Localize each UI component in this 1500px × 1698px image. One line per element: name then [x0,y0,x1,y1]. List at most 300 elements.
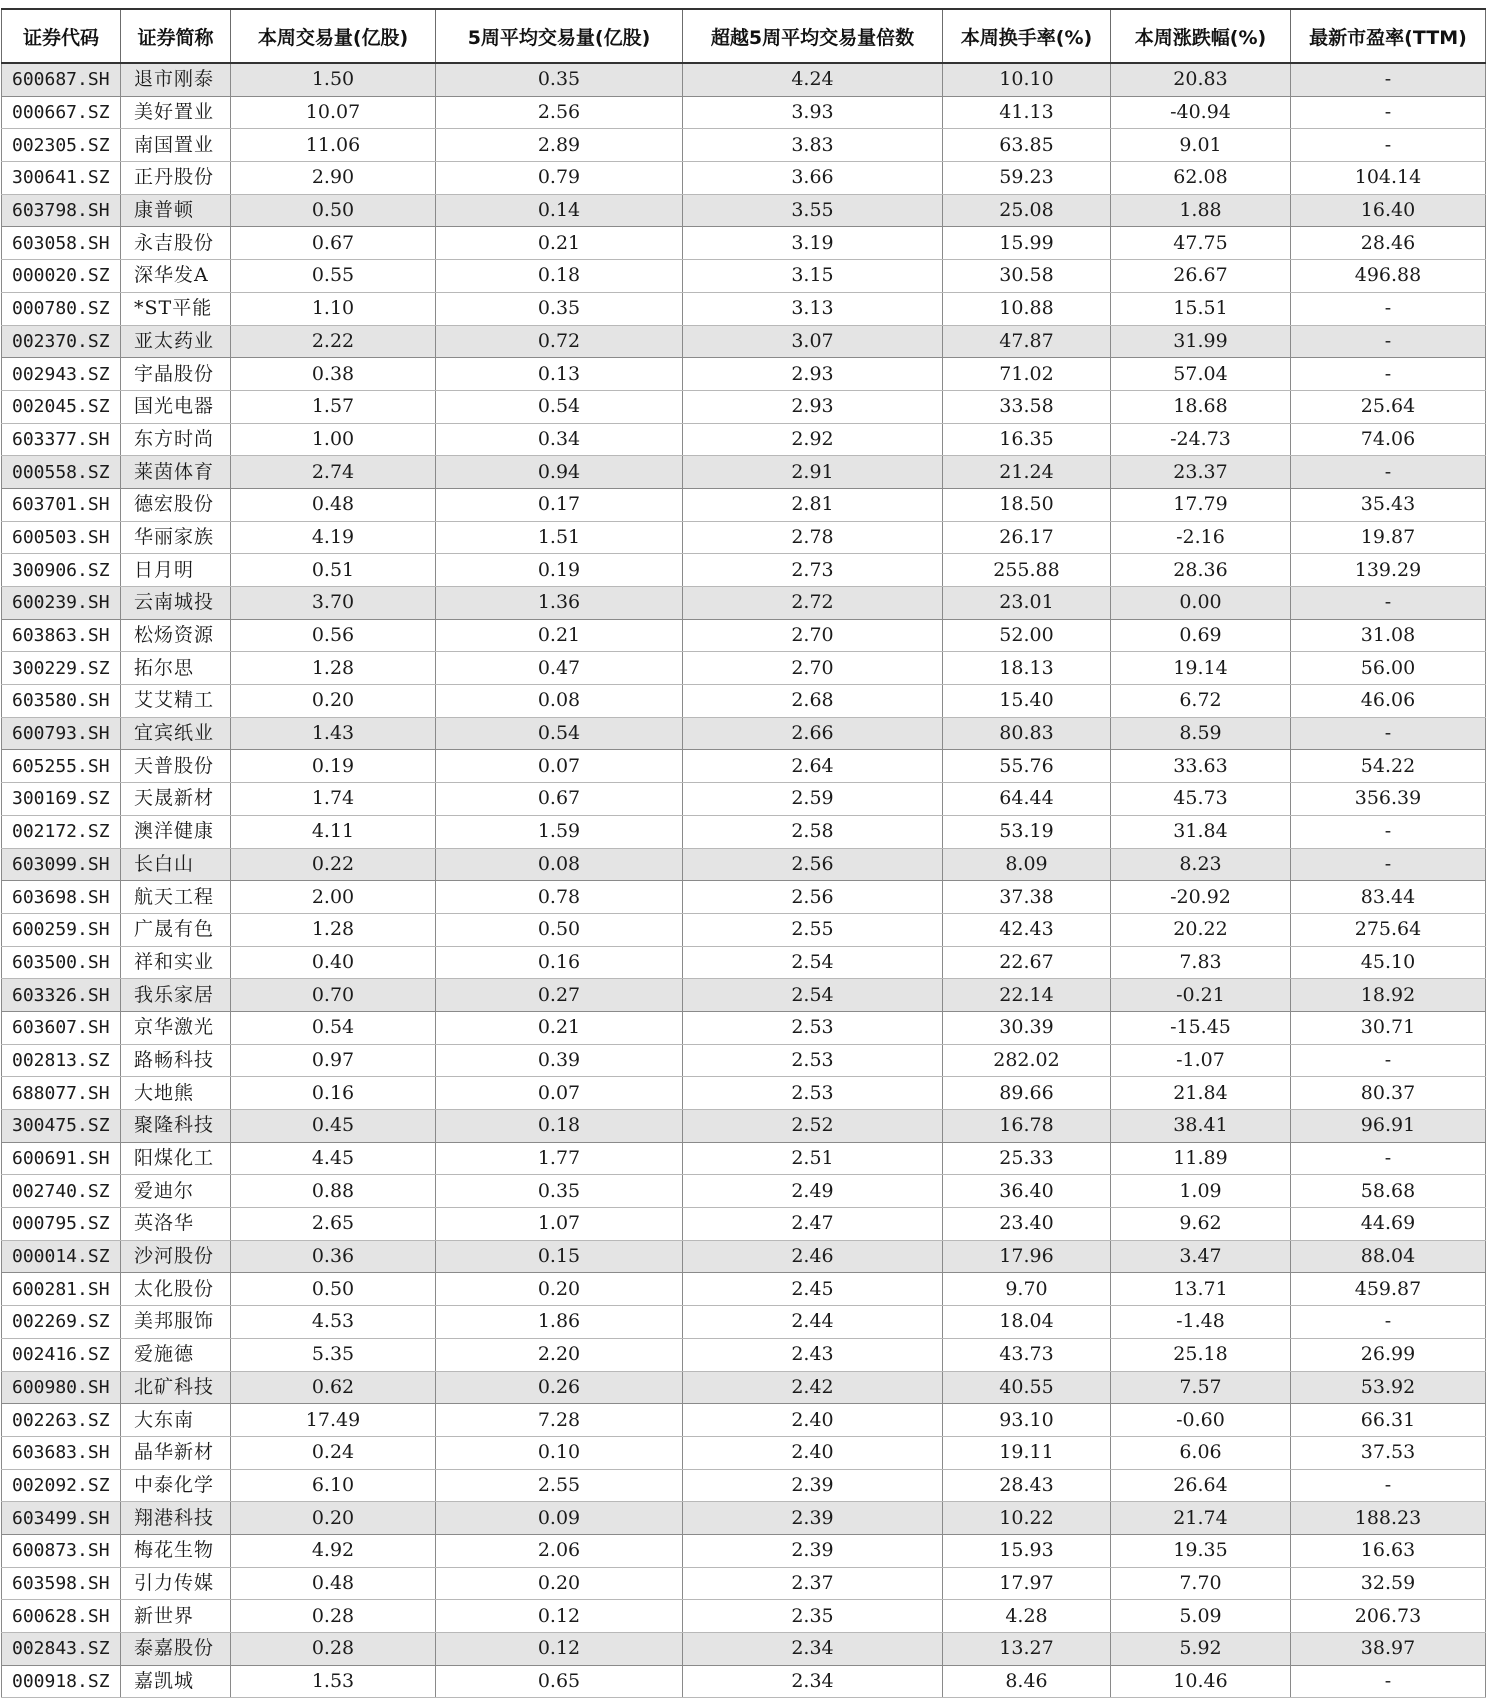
volume-table [1,8,1486,1698]
cell-pe-ttm: 459.87 [1291,1273,1486,1306]
cell-turnover: 255.88 [943,554,1111,587]
cell-turnover: 22.14 [943,979,1111,1012]
cell-turnover: 52.00 [943,619,1111,652]
cell-weekly-volume: 1.57 [231,390,436,423]
table-row [2,717,1486,750]
cell-security-name: 云南城投 [121,587,231,620]
cell-turnover: 8.46 [943,1665,1111,1698]
cell-security-name: 美好置业 [121,96,231,129]
cell-change: 28.36 [1111,554,1291,587]
cell-pe-ttm: 37.53 [1291,1436,1486,1469]
cell-security-code: 600503.SH [2,521,121,554]
cell-security-name: 沙河股份 [121,1240,231,1273]
cell-weekly-volume: 0.62 [231,1371,436,1404]
cell-security-name: 长白山 [121,848,231,881]
cell-change: 26.67 [1111,260,1291,293]
cell-change: -24.73 [1111,423,1291,456]
table-row [2,358,1486,391]
cell-turnover: 47.87 [943,325,1111,358]
cell-security-code: 300229.SZ [2,652,121,685]
cell-pe-ttm: 188.23 [1291,1502,1486,1535]
cell-5week-avg-volume: 0.21 [436,227,683,260]
cell-security-name: 梅花生物 [121,1534,231,1567]
cell-security-code: 600259.SH [2,913,121,946]
cell-turnover: 25.08 [943,194,1111,227]
cell-weekly-volume: 4.92 [231,1534,436,1567]
cell-volume-multiple: 3.15 [683,260,943,293]
cell-5week-avg-volume: 0.54 [436,390,683,423]
cell-change: 10.46 [1111,1665,1291,1698]
column-header-weekly-volume: 本周交易量(亿股) [231,9,436,63]
cell-pe-ttm: 35.43 [1291,488,1486,521]
cell-security-code: 002813.SZ [2,1044,121,1077]
cell-turnover: 42.43 [943,913,1111,946]
cell-security-code: 300475.SZ [2,1110,121,1143]
cell-5week-avg-volume: 1.51 [436,521,683,554]
cell-security-name: 路畅科技 [121,1044,231,1077]
cell-security-name: 翔港科技 [121,1502,231,1535]
cell-volume-multiple: 2.39 [683,1534,943,1567]
cell-pe-ttm: 25.64 [1291,390,1486,423]
column-header-turnover: 本周换手率(%) [943,9,1111,63]
cell-security-name: 亚太药业 [121,325,231,358]
cell-security-name: 宇晶股份 [121,358,231,391]
cell-change: 6.06 [1111,1436,1291,1469]
table-row [2,1534,1486,1567]
table-row [2,129,1486,162]
cell-security-name: 晶华新材 [121,1436,231,1469]
cell-turnover: 15.40 [943,685,1111,718]
cell-volume-multiple: 2.49 [683,1175,943,1208]
cell-security-code: 600687.SH [2,63,121,96]
cell-change: 8.59 [1111,717,1291,750]
cell-security-name: 航天工程 [121,881,231,914]
cell-security-name: 英洛华 [121,1208,231,1241]
cell-weekly-volume: 5.35 [231,1338,436,1371]
cell-pe-ttm: 88.04 [1291,1240,1486,1273]
cell-turnover: 33.58 [943,390,1111,423]
cell-volume-multiple: 2.91 [683,456,943,489]
cell-security-code: 000667.SZ [2,96,121,129]
cell-security-name: 正丹股份 [121,162,231,195]
cell-5week-avg-volume: 0.21 [436,619,683,652]
table-row [2,1011,1486,1044]
cell-pe-ttm: 26.99 [1291,1338,1486,1371]
cell-change: 26.64 [1111,1469,1291,1502]
cell-security-code: 600793.SH [2,717,121,750]
cell-5week-avg-volume: 1.86 [436,1306,683,1339]
cell-volume-multiple: 2.93 [683,358,943,391]
cell-volume-multiple: 2.92 [683,423,943,456]
cell-weekly-volume: 0.50 [231,1273,436,1306]
cell-change: -40.94 [1111,96,1291,129]
cell-5week-avg-volume: 2.06 [436,1534,683,1567]
cell-change: 33.63 [1111,750,1291,783]
cell-change: 9.62 [1111,1208,1291,1241]
cell-turnover: 23.01 [943,587,1111,620]
cell-turnover: 18.50 [943,488,1111,521]
cell-5week-avg-volume: 0.08 [436,685,683,718]
cell-pe-ttm: 28.46 [1291,227,1486,260]
table-row [2,390,1486,423]
cell-5week-avg-volume: 2.56 [436,96,683,129]
cell-pe-ttm: 66.31 [1291,1404,1486,1437]
cell-change: 7.70 [1111,1567,1291,1600]
cell-volume-multiple: 2.66 [683,717,943,750]
cell-volume-multiple: 4.24 [683,63,943,96]
cell-change: 19.35 [1111,1534,1291,1567]
cell-change: 15.51 [1111,292,1291,325]
cell-volume-multiple: 2.55 [683,913,943,946]
cell-turnover: 25.33 [943,1142,1111,1175]
cell-security-code: 603500.SH [2,946,121,979]
cell-volume-multiple: 2.34 [683,1633,943,1666]
cell-security-name: 祥和实业 [121,946,231,979]
cell-weekly-volume: 0.16 [231,1077,436,1110]
cell-pe-ttm: 74.06 [1291,423,1486,456]
cell-turnover: 4.28 [943,1600,1111,1633]
cell-change: 3.47 [1111,1240,1291,1273]
table-row [2,652,1486,685]
cell-5week-avg-volume: 0.20 [436,1567,683,1600]
cell-weekly-volume: 1.28 [231,652,436,685]
cell-5week-avg-volume: 0.09 [436,1502,683,1535]
cell-security-code: 600628.SH [2,1600,121,1633]
cell-security-code: 002943.SZ [2,358,121,391]
cell-pe-ttm: - [1291,717,1486,750]
cell-change: 21.74 [1111,1502,1291,1535]
cell-change: 11.89 [1111,1142,1291,1175]
cell-weekly-volume: 1.28 [231,913,436,946]
cell-volume-multiple: 2.40 [683,1436,943,1469]
cell-security-code: 002045.SZ [2,390,121,423]
cell-turnover: 21.24 [943,456,1111,489]
cell-security-name: 莱茵体育 [121,456,231,489]
cell-weekly-volume: 0.67 [231,227,436,260]
cell-turnover: 9.70 [943,1273,1111,1306]
cell-volume-multiple: 2.58 [683,815,943,848]
cell-turnover: 26.17 [943,521,1111,554]
table-row [2,1175,1486,1208]
table-row [2,1567,1486,1600]
cell-security-code: 603580.SH [2,685,121,718]
cell-pe-ttm: - [1291,1665,1486,1698]
table-row [2,1338,1486,1371]
cell-pe-ttm: 32.59 [1291,1567,1486,1600]
cell-weekly-volume: 0.48 [231,1567,436,1600]
cell-5week-avg-volume: 0.15 [436,1240,683,1273]
cell-security-code: 603798.SH [2,194,121,227]
cell-change: 21.84 [1111,1077,1291,1110]
cell-change: 8.23 [1111,848,1291,881]
cell-security-code: 000014.SZ [2,1240,121,1273]
cell-security-name: 国光电器 [121,390,231,423]
cell-weekly-volume: 0.28 [231,1633,436,1666]
cell-pe-ttm: 275.64 [1291,913,1486,946]
header-row [2,9,1486,63]
cell-security-code: 603607.SH [2,1011,121,1044]
cell-security-name: 退市刚泰 [121,63,231,96]
cell-security-code: 000795.SZ [2,1208,121,1241]
cell-volume-multiple: 3.83 [683,129,943,162]
cell-weekly-volume: 1.50 [231,63,436,96]
cell-volume-multiple: 2.93 [683,390,943,423]
cell-security-code: 002416.SZ [2,1338,121,1371]
table-row [2,456,1486,489]
cell-pe-ttm: 139.29 [1291,554,1486,587]
cell-change: -1.48 [1111,1306,1291,1339]
cell-pe-ttm: - [1291,292,1486,325]
cell-weekly-volume: 10.07 [231,96,436,129]
table-row [2,1240,1486,1273]
table-row [2,979,1486,1012]
cell-5week-avg-volume: 0.18 [436,260,683,293]
cell-security-name: 澳洋健康 [121,815,231,848]
cell-change: 20.22 [1111,913,1291,946]
cell-turnover: 15.93 [943,1534,1111,1567]
cell-weekly-volume: 0.55 [231,260,436,293]
table-row [2,194,1486,227]
cell-pe-ttm: - [1291,1044,1486,1077]
cell-volume-multiple: 2.56 [683,881,943,914]
cell-pe-ttm: 80.37 [1291,1077,1486,1110]
cell-change: 62.08 [1111,162,1291,195]
cell-security-code: 002263.SZ [2,1404,121,1437]
cell-pe-ttm: 31.08 [1291,619,1486,652]
cell-weekly-volume: 4.53 [231,1306,436,1339]
cell-turnover: 23.40 [943,1208,1111,1241]
table-row [2,96,1486,129]
cell-pe-ttm: - [1291,587,1486,620]
cell-5week-avg-volume: 2.55 [436,1469,683,1502]
table-row [2,881,1486,914]
cell-security-name: 华丽家族 [121,521,231,554]
cell-security-code: 603326.SH [2,979,121,1012]
cell-5week-avg-volume: 0.94 [436,456,683,489]
cell-pe-ttm: 83.44 [1291,881,1486,914]
cell-weekly-volume: 1.43 [231,717,436,750]
table-row [2,685,1486,718]
column-header-pe-ttm: 最新市盈率(TTM) [1291,9,1486,63]
cell-security-name: 康普顿 [121,194,231,227]
cell-weekly-volume: 1.00 [231,423,436,456]
cell-weekly-volume: 0.24 [231,1436,436,1469]
table-row [2,1077,1486,1110]
table-row [2,815,1486,848]
cell-security-code: 000558.SZ [2,456,121,489]
cell-volume-multiple: 3.55 [683,194,943,227]
cell-turnover: 22.67 [943,946,1111,979]
cell-change: 7.57 [1111,1371,1291,1404]
cell-pe-ttm: 496.88 [1291,260,1486,293]
cell-pe-ttm: 356.39 [1291,783,1486,816]
cell-security-name: 永吉股份 [121,227,231,260]
cell-volume-multiple: 2.70 [683,619,943,652]
cell-weekly-volume: 0.28 [231,1600,436,1633]
cell-security-code: 603099.SH [2,848,121,881]
table-row [2,488,1486,521]
cell-change: -20.92 [1111,881,1291,914]
table-row [2,1306,1486,1339]
cell-weekly-volume: 0.20 [231,685,436,718]
cell-security-name: 泰嘉股份 [121,1633,231,1666]
cell-5week-avg-volume: 0.65 [436,1665,683,1698]
cell-security-name: 宜宾纸业 [121,717,231,750]
cell-change: 45.73 [1111,783,1291,816]
cell-weekly-volume: 1.53 [231,1665,436,1698]
cell-security-code: 600281.SH [2,1273,121,1306]
cell-pe-ttm: - [1291,1306,1486,1339]
cell-volume-multiple: 3.93 [683,96,943,129]
cell-change: 13.71 [1111,1273,1291,1306]
cell-security-name: 德宏股份 [121,488,231,521]
cell-weekly-volume: 2.65 [231,1208,436,1241]
cell-turnover: 282.02 [943,1044,1111,1077]
cell-security-name: 南国置业 [121,129,231,162]
cell-security-name: 中泰化学 [121,1469,231,1502]
cell-pe-ttm: 38.97 [1291,1633,1486,1666]
cell-change: 1.09 [1111,1175,1291,1208]
cell-volume-multiple: 2.72 [683,587,943,620]
cell-pe-ttm: 54.22 [1291,750,1486,783]
cell-turnover: 41.13 [943,96,1111,129]
table-row [2,63,1486,96]
cell-volume-multiple: 2.53 [683,1011,943,1044]
cell-turnover: 10.88 [943,292,1111,325]
cell-volume-multiple: 2.52 [683,1110,943,1143]
cell-security-code: 002740.SZ [2,1175,121,1208]
cell-security-code: 000020.SZ [2,260,121,293]
cell-weekly-volume: 2.90 [231,162,436,195]
cell-change: 1.88 [1111,194,1291,227]
column-header-name: 证券简称 [121,9,231,63]
cell-weekly-volume: 0.36 [231,1240,436,1273]
cell-security-name: 阳煤化工 [121,1142,231,1175]
cell-5week-avg-volume: 0.20 [436,1273,683,1306]
cell-turnover: 43.73 [943,1338,1111,1371]
table-row [2,1110,1486,1143]
cell-security-name: 天晟新材 [121,783,231,816]
cell-security-code: 603058.SH [2,227,121,260]
table-row [2,292,1486,325]
cell-turnover: 16.78 [943,1110,1111,1143]
table-row [2,1600,1486,1633]
cell-pe-ttm: 53.92 [1291,1371,1486,1404]
cell-security-code: 603377.SH [2,423,121,456]
cell-weekly-volume: 0.54 [231,1011,436,1044]
cell-security-name: 引力传媒 [121,1567,231,1600]
cell-5week-avg-volume: 0.54 [436,717,683,750]
cell-5week-avg-volume: 0.12 [436,1633,683,1666]
cell-5week-avg-volume: 0.13 [436,358,683,391]
cell-5week-avg-volume: 7.28 [436,1404,683,1437]
table-row [2,1404,1486,1437]
cell-security-code: 603863.SH [2,619,121,652]
cell-change: 25.18 [1111,1338,1291,1371]
cell-5week-avg-volume: 1.07 [436,1208,683,1241]
cell-volume-multiple: 2.47 [683,1208,943,1241]
cell-volume-multiple: 2.39 [683,1502,943,1535]
cell-security-name: 太化股份 [121,1273,231,1306]
cell-volume-multiple: 2.46 [683,1240,943,1273]
cell-volume-multiple: 2.42 [683,1371,943,1404]
table-row [2,587,1486,620]
cell-turnover: 18.04 [943,1306,1111,1339]
cell-security-code: 002172.SZ [2,815,121,848]
cell-turnover: 55.76 [943,750,1111,783]
cell-change: 6.72 [1111,685,1291,718]
cell-5week-avg-volume: 0.16 [436,946,683,979]
cell-5week-avg-volume: 0.47 [436,652,683,685]
cell-security-name: 京华激光 [121,1011,231,1044]
cell-change: 17.79 [1111,488,1291,521]
cell-volume-multiple: 2.39 [683,1469,943,1502]
cell-volume-multiple: 2.45 [683,1273,943,1306]
cell-turnover: 17.97 [943,1567,1111,1600]
cell-turnover: 40.55 [943,1371,1111,1404]
cell-turnover: 15.99 [943,227,1111,260]
table-row [2,423,1486,456]
cell-volume-multiple: 2.70 [683,652,943,685]
cell-security-name: 日月明 [121,554,231,587]
table-row [2,325,1486,358]
table-row [2,1371,1486,1404]
cell-pe-ttm: - [1291,456,1486,489]
cell-pe-ttm: 44.69 [1291,1208,1486,1241]
cell-volume-multiple: 2.78 [683,521,943,554]
cell-volume-multiple: 2.35 [683,1600,943,1633]
cell-5week-avg-volume: 0.67 [436,783,683,816]
cell-5week-avg-volume: 1.36 [436,587,683,620]
cell-volume-multiple: 2.53 [683,1077,943,1110]
cell-security-code: 300906.SZ [2,554,121,587]
cell-volume-multiple: 3.07 [683,325,943,358]
cell-5week-avg-volume: 0.08 [436,848,683,881]
cell-turnover: 37.38 [943,881,1111,914]
table-row [2,162,1486,195]
cell-change: 0.00 [1111,587,1291,620]
cell-5week-avg-volume: 0.19 [436,554,683,587]
cell-weekly-volume: 1.74 [231,783,436,816]
cell-security-name: 广晟有色 [121,913,231,946]
cell-security-code: 600980.SH [2,1371,121,1404]
cell-security-code: 603701.SH [2,488,121,521]
cell-turnover: 17.96 [943,1240,1111,1273]
cell-security-code: 002269.SZ [2,1306,121,1339]
cell-security-name: 松炀资源 [121,619,231,652]
cell-security-code: 603698.SH [2,881,121,914]
cell-turnover: 36.40 [943,1175,1111,1208]
cell-turnover: 53.19 [943,815,1111,848]
cell-5week-avg-volume: 0.34 [436,423,683,456]
cell-security-code: 600873.SH [2,1534,121,1567]
cell-change: 38.41 [1111,1110,1291,1143]
cell-volume-multiple: 2.54 [683,946,943,979]
cell-turnover: 71.02 [943,358,1111,391]
cell-security-name: 东方时尚 [121,423,231,456]
cell-5week-avg-volume: 1.77 [436,1142,683,1175]
cell-5week-avg-volume: 0.12 [436,1600,683,1633]
cell-volume-multiple: 3.13 [683,292,943,325]
cell-pe-ttm: - [1291,96,1486,129]
cell-weekly-volume: 0.40 [231,946,436,979]
cell-turnover: 59.23 [943,162,1111,195]
cell-pe-ttm: 30.71 [1291,1011,1486,1044]
cell-5week-avg-volume: 0.35 [436,63,683,96]
table-row [2,227,1486,260]
cell-pe-ttm: 96.91 [1291,1110,1486,1143]
cell-weekly-volume: 0.38 [231,358,436,391]
